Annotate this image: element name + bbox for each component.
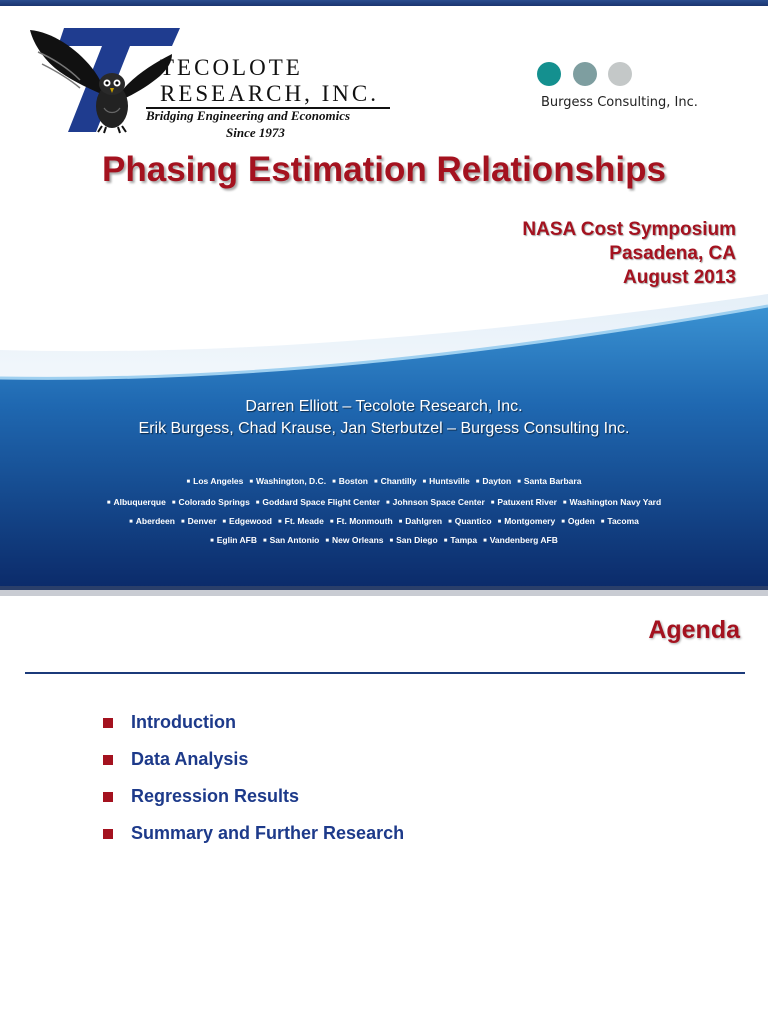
location-item: ■ Montgomery (498, 516, 556, 526)
location-item: ■ Washington Navy Yard (563, 497, 661, 507)
tecolote-logo (22, 22, 394, 146)
presentation-title: Phasing Estimation Relationships (102, 150, 666, 189)
top-rule (0, 0, 768, 6)
location-item: ■ Dahlgren (399, 516, 442, 526)
company-name-line2: RESEARCH, INC. (160, 81, 379, 106)
locations-row-4 (0, 535, 768, 545)
location-item: ■ Vandenberg AFB (483, 535, 558, 545)
square-bullet-icon (103, 755, 113, 765)
square-bullet-icon (103, 829, 113, 839)
location-item: ■ Colorado Springs (172, 497, 250, 507)
location-item: ■ Ft. Monmouth (330, 516, 393, 526)
agenda-title: Agenda (648, 616, 740, 644)
locations-row-2 (0, 497, 768, 507)
location-item: ■ Eglin AFB (210, 535, 257, 545)
location-item: ■ Ft. Meade (278, 516, 324, 526)
location-item: ■ Dayton (476, 476, 511, 486)
agenda-list (103, 704, 404, 852)
location-item: ■ Santa Barbara (517, 476, 581, 486)
agenda-item-label: Introduction (131, 712, 236, 732)
grey-teal-dot-icon (573, 62, 597, 86)
authors-line1: Darren Elliott – Tecolote Research, Inc. (245, 398, 523, 415)
agenda-item (103, 778, 404, 815)
location-item: ■ Boston (332, 476, 368, 486)
location-item: ■ Aberdeen (129, 516, 175, 526)
company-name-line1: TECOLOTE (160, 55, 303, 80)
location-item: ■ New Orleans (325, 535, 383, 545)
location-item: ■ Quantico (448, 516, 491, 526)
location-item: ■ Patuxent River (491, 497, 557, 507)
authors-line2: Erik Burgess, Chad Krause, Jan Sterbutzel – Burgess Consulting Inc. (138, 420, 630, 437)
location-item: ■ Huntsville (423, 476, 470, 486)
square-bullet-icon (103, 792, 113, 802)
event-name: NASA Cost Symposium (522, 219, 736, 240)
agenda-item (103, 741, 404, 778)
blue-banner (0, 290, 768, 600)
agenda-item-label: Regression Results (131, 786, 300, 806)
location-item: ■ Los Angeles (187, 476, 244, 486)
location-item: ■ San Antonio (263, 535, 319, 545)
teal-dot-icon (537, 62, 561, 86)
location-item: ■ Albuquerque (107, 497, 166, 507)
location-item: ■ Denver (181, 516, 216, 526)
location-item: ■ Tampa (444, 535, 477, 545)
banner-wave (0, 290, 768, 600)
agenda-item-label: Data Analysis (131, 749, 249, 769)
event-location: Pasadena, CA (609, 243, 736, 264)
agenda-item (103, 704, 404, 741)
agenda-item-label: Summary and Further Research (131, 823, 405, 843)
location-item: ■ Goddard Space Flight Center (256, 497, 380, 507)
location-item: ■ Chantilly (374, 476, 417, 486)
location-item: ■ Edgewood (222, 516, 272, 526)
location-item: ■ San Diego (390, 535, 438, 545)
light-grey-dot-icon (608, 62, 632, 86)
burgess-name: Burgess Consulting, Inc. (541, 95, 698, 110)
agenda-divider (25, 672, 745, 674)
location-item: ■ Johnson Space Center (386, 497, 485, 507)
location-item: ■ Ogden (561, 516, 595, 526)
square-bullet-icon (103, 718, 113, 728)
location-item: ■ Washington, D.C. (249, 476, 326, 486)
agenda-item (103, 815, 404, 852)
event-date: August 2013 (623, 267, 736, 288)
locations-row-1 (0, 476, 768, 486)
company-since: Since 1973 (226, 125, 285, 140)
company-tagline: Bridging Engineering and Economics (146, 108, 351, 123)
locations-row-3 (0, 516, 768, 526)
location-item: ■ Tacoma (601, 516, 639, 526)
